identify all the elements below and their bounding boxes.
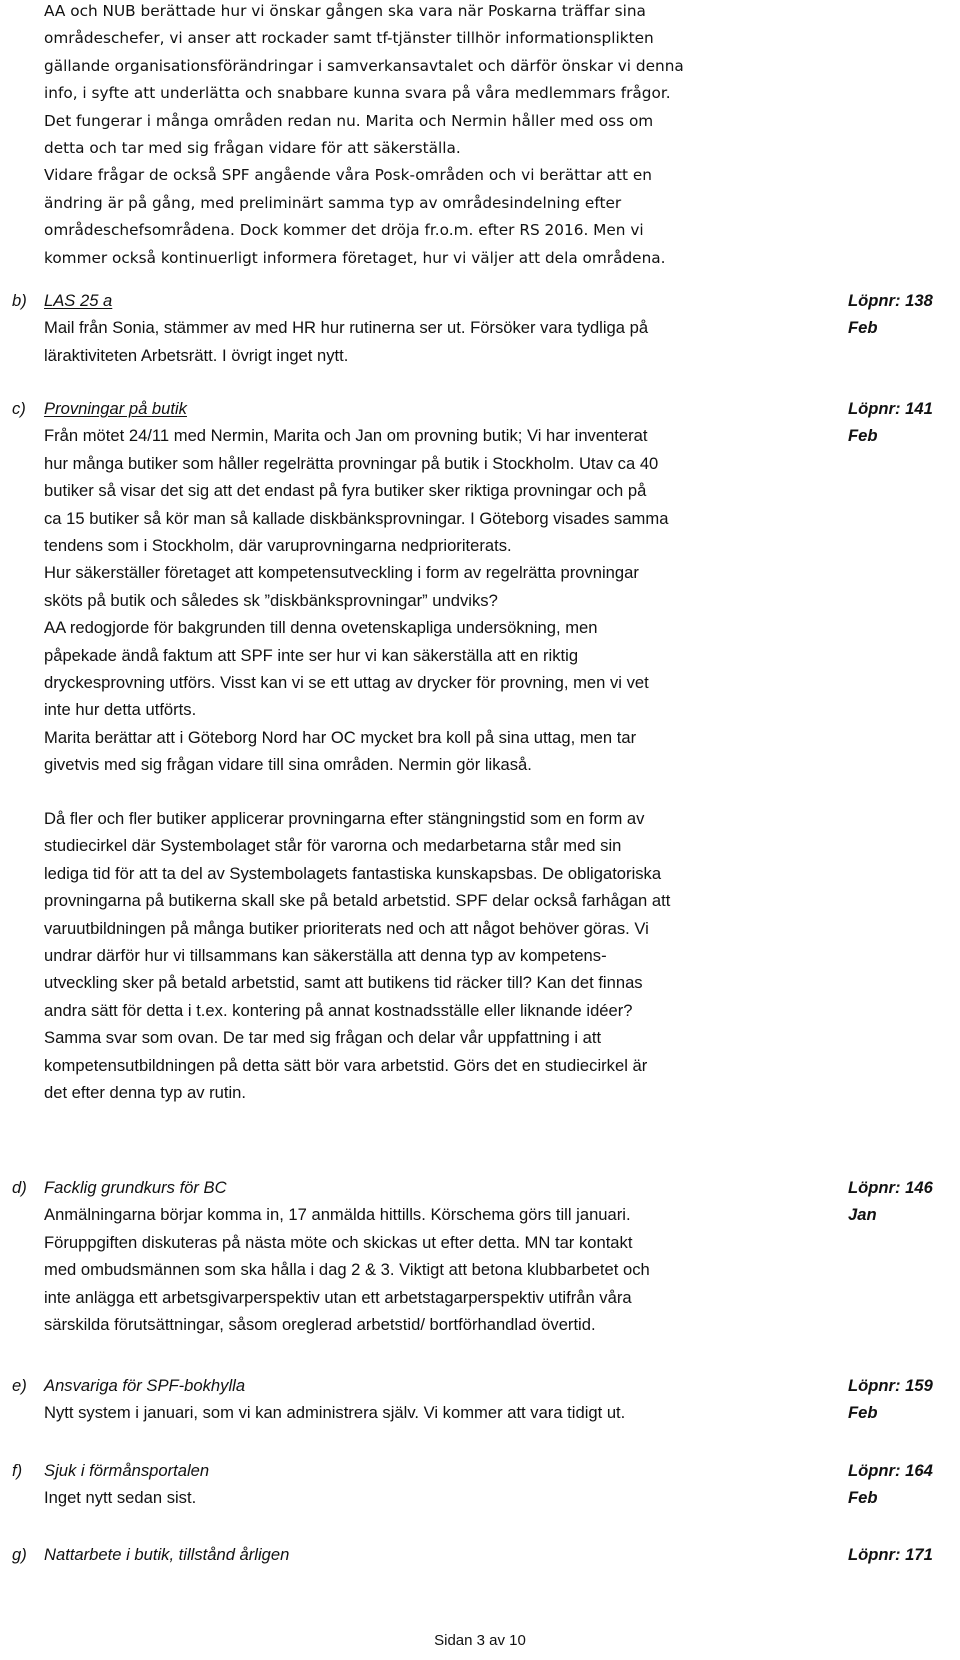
item-c-paragraph-2 — [44, 805, 834, 1106]
item-d-lopnr: Löpnr: 146 — [848, 1178, 933, 1197]
text-line: Nytt system i januari, som vi kan administrera själv. Vi kommer att vara tidigt ut. — [44, 1403, 626, 1423]
text-line: Vidare frågar de också SPF angående våra Posk-områden och vi berättar att en — [44, 166, 652, 185]
text-line: Inget nytt sedan sist. — [44, 1488, 197, 1508]
text-line: undrar därför hur vi tillsammans kan säkerställa att denna typ av kompetens- — [44, 946, 607, 966]
text-line: AA och NUB berättade hur vi önskar gången ska vara när Poskarna träffar sina — [44, 2, 646, 20]
item-f-title: Sjuk i förmånsportalen — [44, 1461, 210, 1480]
item-b-letter: b) — [12, 291, 27, 310]
text-line: dryckesprovning utförs. Visst kan vi se ett uttag av drycker för provning, men vi vet — [44, 673, 649, 693]
intro-paragraph — [44, 0, 834, 272]
text-line: varuutbildningen på många butiker prioriterats ned och att något behöver göras. Vi — [44, 918, 649, 938]
item-g-letter: g) — [12, 1545, 27, 1564]
text-line: särskilda förutsättningar, såsom oreglerad arbetstid/ bortförhandlad övertid. — [44, 1315, 596, 1335]
text-line: detta och tar med sig frågan vidare för att säkerställa. — [44, 139, 461, 158]
item-b-month: Feb — [848, 318, 878, 337]
text-line: det efter denna typ av rutin. — [44, 1083, 247, 1103]
item-c-month: Feb — [848, 426, 878, 445]
text-line: lediga tid för att ta del av Systembolagets fantastiska kunskapsbas. De obligatoriska — [44, 863, 662, 883]
text-line: andra sätt för detta i t.ex. kontering på annat kostnadsställe eller liknande idéer? — [44, 1000, 633, 1020]
text-line: kommer också kontinuerligt informera företaget, hur vi väljer att dela områdena. — [44, 248, 666, 267]
item-c-lopnr: Löpnr: 141 — [848, 399, 933, 418]
text-line: studiecirkel där Systembolaget står för varorna och medarbetarna står med sin — [44, 836, 622, 856]
item-b-title: LAS 25 a — [44, 291, 113, 310]
text-line: Anmälningarna börjar komma in, 17 anmälda hittills. Körschema görs till januari. — [44, 1205, 631, 1225]
item-b — [44, 287, 834, 369]
item-c-letter: c) — [12, 399, 26, 418]
item-d-month: Jan — [848, 1205, 877, 1224]
text-line: ca 15 butiker så kör man så kallade diskbänksprovningar. I Göteborg visades samma — [44, 508, 669, 528]
item-e-month: Feb — [848, 1403, 878, 1422]
page-number: Sidan 3 av 10 — [434, 1632, 526, 1649]
item-g — [44, 1541, 834, 1568]
text-line: givetvis med sig frågan vidare till sina områden. Nermin gör likaså. — [44, 755, 532, 775]
item-d-title: Facklig grundkurs för BC — [44, 1178, 227, 1197]
text-line: tendens som i Stockholm, där varuprovningarna nedprioriterats. — [44, 536, 512, 556]
item-e — [44, 1372, 834, 1427]
text-line: info, i syfte att underlätta och snabbare kunna svara på våra medlemmars frågor. — [44, 84, 671, 103]
item-f-letter: f) — [12, 1461, 23, 1480]
text-line: butiker så visar det sig att det endast på fyra butiker sker riktiga provningar och på — [44, 481, 647, 501]
item-f — [44, 1457, 834, 1512]
text-line: gällande organisationsförändringar i samverkansavtalet och därför önskar vi denna — [44, 56, 684, 75]
text-line: hur många butiker som håller regelrätta provningar på butik i Stockholm. Utav ca 40 — [44, 453, 659, 473]
text-line: Marita berättar att i Göteborg Nord har OC mycket bra koll på sina uttag, men tar — [44, 727, 637, 747]
item-e-letter: e) — [12, 1376, 27, 1395]
text-line: områdeschefer, vi anser att rockader samt tf-tjänster tillhör informationsplikten — [44, 29, 654, 48]
text-line: Då fler och fler butiker applicerar provningarna efter stängningstid som en form av — [44, 809, 645, 828]
text-line: områdeschefsområdena. Dock kommer det dröja fr.o.m. efter RS 2016. Men vi — [44, 221, 644, 240]
text-line: Föruppgiften diskuteras på nästa möte och skickas ut efter detta. MN tar kontakt — [44, 1232, 633, 1252]
item-b-lopnr: Löpnr: 138 — [848, 291, 933, 310]
item-d — [44, 1174, 834, 1338]
text-line: utveckling sker på betald arbetstid, samt att butikens tid räcker till? Kan det finnas — [44, 973, 643, 993]
text-line: läraktiviteten Arbetsrätt. I övrigt inget nytt. — [44, 345, 349, 365]
text-line: Från mötet 24/11 med Nermin, Marita och Jan om provning butik; Vi har inventerat — [44, 426, 648, 446]
item-c — [44, 395, 834, 779]
item-e-lopnr: Löpnr: 159 — [848, 1376, 933, 1395]
item-g-title: Nattarbete i butik, tillstånd årligen — [44, 1545, 290, 1564]
item-f-lopnr: Löpnr: 164 — [848, 1461, 933, 1480]
text-line: med ombudsmännen som ska hålla i dag 2 & 3. Viktigt att betona klubbarbetet och — [44, 1260, 650, 1280]
text-line: AA redogjorde för bakgrunden till denna ovetenskapliga undersökning, men — [44, 618, 598, 638]
text-line: kompetensutbildningen på detta sätt bör vara arbetstid. Görs det en studiecirkel är — [44, 1055, 648, 1075]
text-line: ändring är på gång, med preliminärt samma typ av områdesindelning efter — [44, 193, 622, 212]
item-e-title: Ansvariga för SPF-bokhylla — [44, 1376, 246, 1395]
item-f-month: Feb — [848, 1488, 878, 1507]
text-line: inte anlägga ett arbetsgivarperspektiv utan ett arbetstagarperspektiv utifrån våra — [44, 1287, 632, 1307]
text-line: Mail från Sonia, stämmer av med HR hur rutinerna ser ut. Försöker vara tydliga på — [44, 318, 649, 338]
text-line: Hur säkerställer företaget att kompetensutveckling i form av regelrätta provningar — [44, 563, 639, 583]
text-line: Det fungerar i många områden redan nu. Marita och Nermin håller med oss om — [44, 111, 654, 130]
text-line: inte hur detta utförts. — [44, 700, 197, 720]
text-line: sköts på butik och således sk ”diskbänksprovningar” undviks? — [44, 590, 498, 610]
item-d-letter: d) — [12, 1178, 27, 1197]
text-line: Samma svar som ovan. De tar med sig frågan och delar vår uppfattning i att — [44, 1028, 602, 1048]
text-line: provningarna på butikerna skall ske på betald arbetstid. SPF delar också farhågan att — [44, 891, 671, 911]
item-c-title: Provningar på butik — [44, 399, 187, 418]
text-line: påpekade ändå faktum att SPF inte ser hur vi kan säkerställa att en riktig — [44, 645, 579, 665]
item-g-lopnr: Löpnr: 171 — [848, 1545, 933, 1564]
